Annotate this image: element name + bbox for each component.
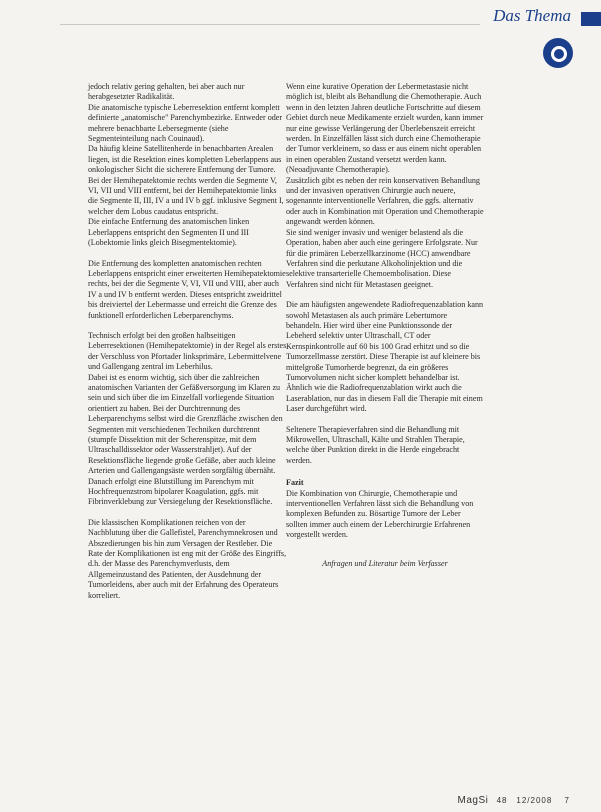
paragraph: Die Entfernung des kompletten anatomischen rechten Leberlappens entspricht einer erweiterten Hemihepatektomie rechts, bei der die Segmente V, VI, VII und VIII, aber auch IV a und IV b entfernt werden. Dieses entspricht zweidrittel bis dreiviertel der Lebermasse und erreicht die Grenze des funktionell erforderlichen Leberparenchyms. xyxy=(88,258,286,320)
paragraph: Bei der Hemihepatektomie rechts werden die Segmente V, VI, VII und VIII entfernt, bei der Hemihepatektomie links die Segmente II, III, IV a und IV b ggf. inklusive Segment I, welcher dem Lobus caudatus entspricht. xyxy=(88,175,284,216)
paragraph: Sie sind weniger invasiv und weniger belastend als die Operation, haben aber auch eine geringere Erfolgsrate. Nur für die primären Leberzellkarzinome (HCC) anwendbare Verfahren sind die perkutane Alkoholinjektion und die selektive transarterielle Chemoembolisation. Diese Verfahren sind nicht für Metastasen geeignet. xyxy=(286,227,478,289)
title-accent-bar xyxy=(581,12,601,26)
issue-date: 12/2008 xyxy=(516,796,553,805)
right-column xyxy=(286,82,484,569)
paragraph: Die am häufigsten angewendete Radiofrequenzablation kann sowohl Metastasen als auch primäre Lebertumore behandeln. Hier wird über eine Punktionssonde der Lebeherd selektiv unter Ultraschall, CT oder Kernspinkontrolle auf 60 bis 100 Grad erhitzt und so die Tumorzellmasse zerstört. Diese Therapie ist auf kleinere bis mittelgroße Tumorherde begrenzt, da ein größeres Tumorvolumen nicht sicher komplett behandelbar ist. xyxy=(286,300,484,382)
page-footer xyxy=(458,795,570,806)
page-number: 7 xyxy=(564,796,569,805)
paragraph: Die klassischen Komplikationen reichen von der Nachblutung über die Gallefistel, Parenchymnekrosen und Abszedierungen bis hin zum Versagen der Restleber. Die Rate der Komplikationen ist eng mit der Größe des Eingriffs, d.h. der Masse des Parenchymverlusts, dem Allgemeinzustand des Patienten, der Ausdehnung der Tumorleidens, aber auch mit der Erfahrung des Operateurs korreliert. xyxy=(88,517,287,600)
paragraph: jedoch relativ gering gehalten, bei aber auch nur herabgesetzter Radikalität. xyxy=(88,82,245,102)
section-title: Das Thema xyxy=(493,6,571,25)
paragraph: Dabei ist es enorm wichtig, sich über die zahlreichen anatomischen Varianten der Gefäßversorgung im Klaren zu sein und sich über die im Einzelfall vorliegende Situation orientiert zu haben. Bei der Durchtrennung des Leberparenchyms selbst wird die Grenzfläche zwischen den Segmenten mit verschiedenen Techniken durchtrennt (stumpfe Dissektion mit der Scherenspitze, mit dem Ultraschalldissektor oder Wasserstrahljet). Auf der Resektionsfläche liegende große Gefäße, aber auch kleine Arterien und Gallengangsäste werden sorgfältig übernäht. Danach erfolgt eine Blutstillung im Parenchym mit Hochfrequenzstrom bipolarer Koagulation, ggfs. mit Fibrinverklebung zur Versiegelung der Resektionsfläche. xyxy=(88,372,283,507)
paragraph: Zusätzlich gibt es neben der rein konservativen Behandlung und der invasiven operativen Chirurgie auch neuere, sogenannte interventionelle Verfahren, die ggfs. alternativ oder auch in Kombination mit Operation und Chemotherapie angewandt werden können. xyxy=(286,175,484,227)
credits-note: Anfragen und Literatur beim Verfasser xyxy=(322,558,448,568)
paragraph: Da häufig kleine Satellitenherde in benachbarten Arealen liegen, ist die Resektion eines kompletten Leberlappens aus onkologischer Sicht die sicherere Entfernung der Tumore. xyxy=(88,144,282,175)
paragraph: Die einfache Entfernung des anatomischen linken Leberlappens entspricht den Segmenten II und III (Lobektomie links gleich Bisegmentektomie). xyxy=(88,217,250,248)
header-rule xyxy=(60,24,480,25)
paragraph: Wenn eine kurative Operation der Lebermetastasie nicht möglich ist, bleibt als Behandlung die Chemotherapie. Auch wenn in den letzten Jahren deutliche Fortschritte auf diesem Gebiet durch neue Medikamente erzielt wurden, kann immer nur eine gewisse Verlängerung der Überlebenszeit erreicht werden. In Einzelfällen lässt sich durch eine Chemotherapie der Tumor verkleinern, so dass er aus einem nicht operablen in einen operablen Zustand versetzt werden kann. (Neoadjuvante Chemotherapie). xyxy=(286,82,484,175)
fazit-heading: Fazit xyxy=(286,478,304,488)
paragraph: Die anatomische typische Leberresektion entfernt komplett definierte „anatomische" Parenchymbezirke. Entweder oder mehrere benachbarte Lebersegmente (siehe Segmenteinteilung nach Couinaud). xyxy=(88,102,283,144)
paragraph: Seltenere Therapieverfahren sind die Behandlung mit Mikrowellen, Ultraschall, Kälte und Strahlen Therapie, welche über Punktion direkt in die Herde eingebracht werden. xyxy=(286,424,465,465)
paragraph: Ähnlich wie die Radiofrequenzablation wirkt auch die Laserablation, nur das in diesem Fall die Therapie mit einem Laser durchgeführt wird. xyxy=(286,383,483,414)
magazine-brand: MagSi xyxy=(457,795,489,806)
paragraph: Technisch erfolgt bei den großen halbseitigen Leberresektionen (Hemihepatektomie) in der Regel als erstes der Verschluss von Pfortader linksprimäre, Lebermittelvene und Gallengang zentral im Leberhilus. xyxy=(88,330,287,372)
issue-number: 48 xyxy=(496,796,508,805)
fazit-paragraph: Die Kombination von Chirurgie, Chemotherapie und interventionellen Verfahren lässt sich die Behandlung von komplexen Befunden zu. Bösartige Tumore der Leber sollten immer auch einem der Leberchirurgie Erfahrenen vorgestellt werden. xyxy=(286,488,474,540)
magsi-ring-logo-icon xyxy=(543,38,573,68)
left-column xyxy=(88,82,288,611)
